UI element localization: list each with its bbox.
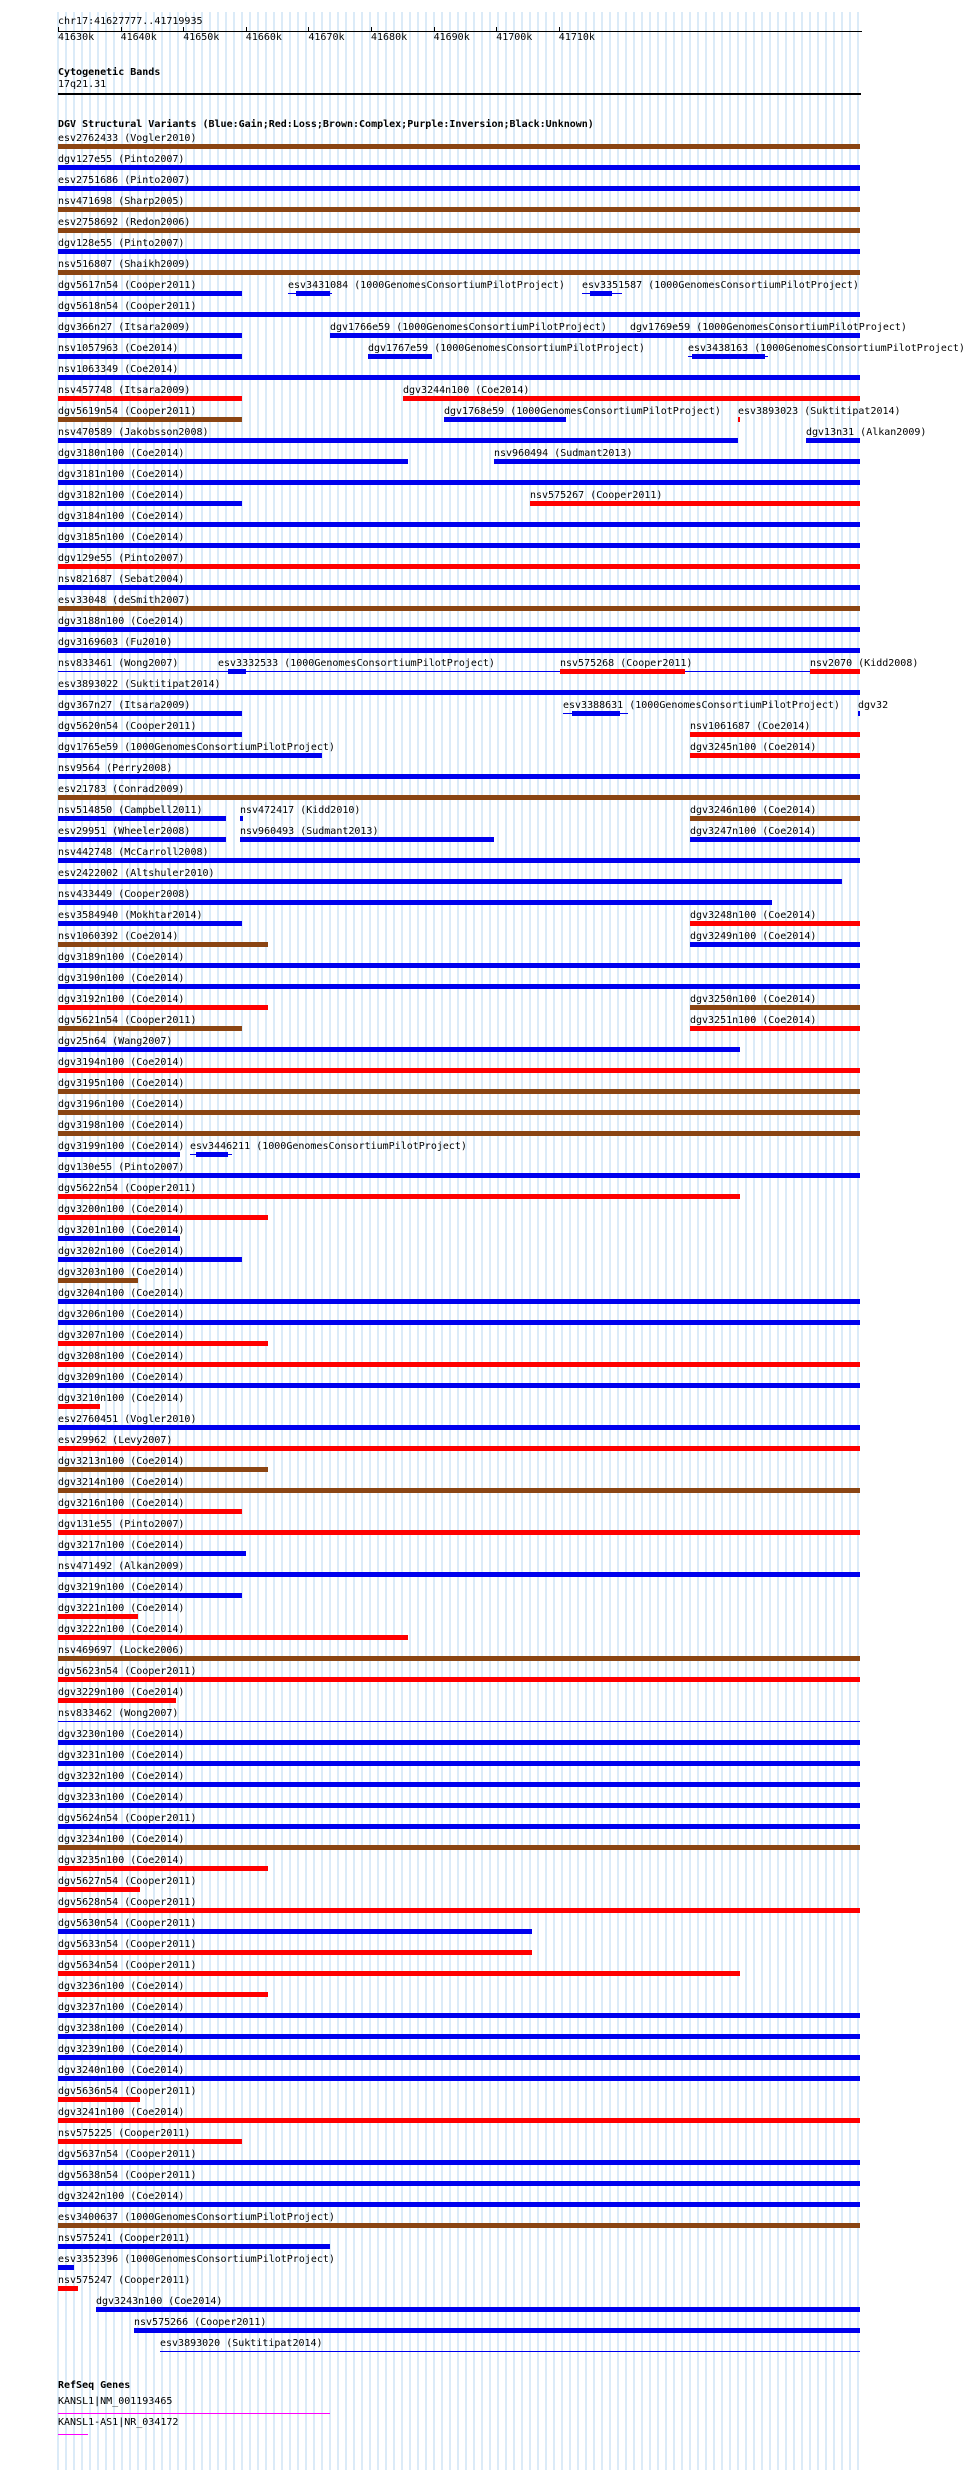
variant-bar[interactable] xyxy=(58,1593,242,1598)
variant-label: dgv3234n100 (Coe2014) xyxy=(58,1834,185,1845)
variant-bar[interactable] xyxy=(58,438,738,443)
variant-bar[interactable] xyxy=(58,1152,180,1157)
variant-label: dgv3248n100 (Coe2014) xyxy=(690,910,817,921)
variant-label: dgv5624n54 (Cooper2011) xyxy=(58,1813,197,1824)
variant-bar[interactable] xyxy=(58,879,842,884)
variant-bar[interactable] xyxy=(58,333,242,338)
variant-label: dgv3237n100 (Coe2014) xyxy=(58,2002,185,2013)
dgv-title: DGV Structural Variants (Blue:Gain;Red:Loss;Brown:Complex;Purple:Inversion;Black:Unknown) xyxy=(58,119,594,130)
variant-label: nsv833461 (Wong2007) xyxy=(58,658,179,669)
variant-bar[interactable] xyxy=(58,606,860,611)
variant-bar[interactable] xyxy=(58,1866,268,1871)
variant-label: dgv3235n100 (Coe2014) xyxy=(58,1855,185,1866)
variant-label: esv2422002 (Altshuler2010) xyxy=(58,868,215,879)
variant-label: dgv5623n54 (Cooper2011) xyxy=(58,1666,197,1677)
variant-bar[interactable] xyxy=(58,1698,176,1703)
variant-label: esv29962 (Levy2007) xyxy=(58,1435,173,1446)
variant-bar[interactable] xyxy=(58,1992,268,1997)
variant-bar[interactable] xyxy=(58,165,860,170)
variant-label: nsv457748 (Itsara2009) xyxy=(58,385,191,396)
variant-bar[interactable] xyxy=(58,1614,138,1619)
variant-label: nsv471492 (Alkan2009) xyxy=(58,1561,185,1572)
variant-label: dgv5628n54 (Cooper2011) xyxy=(58,1897,197,1908)
variant-label: dgv3200n100 (Coe2014) xyxy=(58,1204,185,1215)
variant-bar[interactable] xyxy=(58,2034,860,2039)
variant-label: nsv1060392 (Coe2014) xyxy=(58,931,179,942)
variant-label: nsv575241 (Cooper2011) xyxy=(58,2233,191,2244)
variant-bar[interactable] xyxy=(196,1152,228,1157)
variant-label: esv3332533 (1000GenomesConsortiumPilotProject) xyxy=(218,658,495,669)
variant-bar[interactable] xyxy=(58,795,860,800)
variant-label: dgv3241n100 (Coe2014) xyxy=(58,2107,185,2118)
variant-bar[interactable] xyxy=(58,312,860,317)
variant-label: nsv1057963 (Coe2014) xyxy=(58,343,179,354)
variant-bar[interactable] xyxy=(58,1761,860,1766)
variant-bar[interactable] xyxy=(590,291,612,296)
ruler-tick-label: 41640k xyxy=(120,32,157,43)
variant-bar[interactable] xyxy=(58,1131,860,1136)
variant-label: dgv5621n54 (Cooper2011) xyxy=(58,1015,197,1026)
variant-label: dgv3217n100 (Coe2014) xyxy=(58,1540,185,1551)
variant-label: dgv366n27 (Itsara2009) xyxy=(58,322,191,333)
variant-label: dgv3190n100 (Coe2014) xyxy=(58,973,185,984)
variant-label: dgv128e55 (Pinto2007) xyxy=(58,238,185,249)
variant-label: dgv3214n100 (Coe2014) xyxy=(58,1477,185,1488)
variant-label: dgv5637n54 (Cooper2011) xyxy=(58,2149,197,2160)
variant-label: dgv130e55 (Pinto2007) xyxy=(58,1162,185,1173)
variant-label: nsv833462 (Wong2007) xyxy=(58,1708,179,1719)
variant-label: dgv3231n100 (Coe2014) xyxy=(58,1750,185,1761)
variant-label: dgv3221n100 (Coe2014) xyxy=(58,1603,185,1614)
variant-label: esv2760451 (Vogler2010) xyxy=(58,1414,197,1425)
variant-label: esv3400637 (1000GenomesConsortiumPilotProject) xyxy=(58,2212,335,2223)
variant-label: dgv3233n100 (Coe2014) xyxy=(58,1792,185,1803)
variant-label: dgv3184n100 (Coe2014) xyxy=(58,511,185,522)
variant-bar[interactable] xyxy=(58,1110,860,1115)
variant-label: nsv821687 (Sebat2004) xyxy=(58,574,185,585)
variant-bar[interactable] xyxy=(690,816,860,821)
variant-label: dgv367n27 (Itsara2009) xyxy=(58,700,191,711)
variant-label: esv2751686 (Pinto2007) xyxy=(58,175,191,186)
variant-bar[interactable] xyxy=(58,417,242,422)
variant-bar[interactable] xyxy=(858,711,860,716)
variant-bar[interactable] xyxy=(444,417,566,422)
variant-label: dgv3243n100 (Coe2014) xyxy=(96,2296,223,2307)
variant-label: nsv469697 (Locke2006) xyxy=(58,1645,185,1656)
variant-label: dgv5627n54 (Cooper2011) xyxy=(58,1876,197,1887)
variant-bar[interactable] xyxy=(58,2097,140,2102)
variant-label: dgv3192n100 (Coe2014) xyxy=(58,994,185,1005)
variant-bar[interactable] xyxy=(58,1320,860,1325)
ruler-tick-label: 41650k xyxy=(183,32,220,43)
variant-label: esv3893023 (Suktitipat2014) xyxy=(738,406,901,417)
variant-label: dgv3203n100 (Coe2014) xyxy=(58,1267,185,1278)
variant-label: dgv5620n54 (Cooper2011) xyxy=(58,721,197,732)
variant-bar[interactable] xyxy=(58,249,860,254)
variant-label: dgv3222n100 (Coe2014) xyxy=(58,1624,185,1635)
variant-label: dgv3188n100 (Coe2014) xyxy=(58,616,185,627)
variant-bar[interactable] xyxy=(58,564,860,569)
variant-label: nsv575247 (Cooper2011) xyxy=(58,2275,191,2286)
variant-bar[interactable] xyxy=(58,375,860,380)
variant-bar[interactable] xyxy=(58,942,268,947)
variant-bar[interactable] xyxy=(58,228,860,233)
variant-label: dgv3189n100 (Coe2014) xyxy=(58,952,185,963)
variant-label: dgv3202n100 (Coe2014) xyxy=(58,1246,185,1257)
variant-bar[interactable] xyxy=(530,501,860,506)
variant-label: dgv131e55 (Pinto2007) xyxy=(58,1519,185,1530)
variant-label: nsv471698 (Sharp2005) xyxy=(58,196,185,207)
variant-bar[interactable] xyxy=(58,1047,740,1052)
variant-label: dgv3240n100 (Coe2014) xyxy=(58,2065,185,2076)
variant-bar[interactable] xyxy=(58,753,322,758)
variant-bar[interactable] xyxy=(58,1929,532,1934)
variant-label: dgv127e55 (Pinto2007) xyxy=(58,154,185,165)
variant-label: dgv3213n100 (Coe2014) xyxy=(58,1456,185,1467)
variant-bar[interactable] xyxy=(58,1635,408,1640)
variant-label: nsv1063349 (Coe2014) xyxy=(58,364,179,375)
variant-bar[interactable] xyxy=(58,1530,860,1535)
gene-line[interactable] xyxy=(58,2413,330,2414)
variant-bar[interactable] xyxy=(403,396,860,401)
cyto-band-bar xyxy=(58,93,861,95)
variant-bar[interactable] xyxy=(58,1089,860,1094)
variant-bar[interactable] xyxy=(58,921,242,926)
variant-bar[interactable] xyxy=(690,837,860,842)
variant-label: esv29951 (Wheeler2008) xyxy=(58,826,191,837)
variant-bar[interactable] xyxy=(58,1068,860,1073)
variant-bar[interactable] xyxy=(58,2223,860,2228)
variant-label: dgv3196n100 (Coe2014) xyxy=(58,1099,185,1110)
variant-label: esv2762433 (Vogler2010) xyxy=(58,133,197,144)
variant-bar[interactable] xyxy=(58,1236,180,1241)
ruler-tick-label: 41680k xyxy=(371,32,408,43)
variant-label: esv3388631 (1000GenomesConsortiumPilotProject) xyxy=(563,700,840,711)
variant-label: dgv32 xyxy=(858,700,889,711)
variant-bar[interactable] xyxy=(58,186,860,191)
variant-bar[interactable] xyxy=(58,1887,140,1892)
variant-bar[interactable] xyxy=(58,2181,860,2186)
variant-bar[interactable] xyxy=(58,1971,740,1976)
variant-label: dgv5636n54 (Cooper2011) xyxy=(58,2086,197,2097)
variant-label: esv3893020 (Suktitipat2014) xyxy=(160,2338,323,2349)
variant-label: dgv3210n100 (Coe2014) xyxy=(58,1393,185,1404)
variant-bar[interactable] xyxy=(58,984,860,989)
variant-label: dgv3245n100 (Coe2014) xyxy=(690,742,817,753)
variant-bar[interactable] xyxy=(738,417,740,422)
variant-bar[interactable] xyxy=(58,1803,860,1808)
variant-bar[interactable] xyxy=(58,522,860,527)
variant-bar[interactable] xyxy=(494,459,860,464)
variant-label: dgv129e55 (Pinto2007) xyxy=(58,553,185,564)
variant-bar[interactable] xyxy=(58,1467,268,1472)
variant-bar[interactable] xyxy=(296,291,330,296)
variant-bar[interactable] xyxy=(58,732,242,737)
variant-bar[interactable] xyxy=(58,1005,268,1010)
variant-label: dgv5633n54 (Cooper2011) xyxy=(58,1939,197,1950)
variant-bar[interactable] xyxy=(58,501,242,506)
variant-label: dgv3206n100 (Coe2014) xyxy=(58,1309,185,1320)
variant-label: dgv3207n100 (Coe2014) xyxy=(58,1330,185,1341)
variant-bar[interactable] xyxy=(58,2160,860,2165)
variant-label: esv3446211 (1000GenomesConsortiumPilotProject) xyxy=(190,1141,467,1152)
variant-bar[interactable] xyxy=(58,690,860,695)
variant-bar[interactable] xyxy=(58,1740,860,1745)
variant-bar[interactable] xyxy=(58,585,860,590)
variant-bar[interactable] xyxy=(58,627,860,632)
variant-bar[interactable] xyxy=(690,921,860,926)
variant-bar[interactable] xyxy=(368,354,432,359)
variant-label: dgv25n64 (Wang2007) xyxy=(58,1036,173,1047)
variant-bar[interactable] xyxy=(240,816,243,821)
variant-label: dgv3182n100 (Coe2014) xyxy=(58,490,185,501)
ruler-tick-label: 41690k xyxy=(433,32,470,43)
variant-label: dgv5634n54 (Cooper2011) xyxy=(58,1960,197,1971)
ruler-tick-label: 41660k xyxy=(245,32,282,43)
variant-bar[interactable] xyxy=(58,459,408,464)
ruler-tick-label: 41630k xyxy=(58,32,95,43)
variant-bar[interactable] xyxy=(572,711,620,716)
variant-bar[interactable] xyxy=(690,732,860,737)
variant-label: dgv3230n100 (Coe2014) xyxy=(58,1729,185,1740)
variant-label: dgv3195n100 (Coe2014) xyxy=(58,1078,185,1089)
ruler-tick-label: 41670k xyxy=(308,32,345,43)
variant-label: dgv3236n100 (Coe2014) xyxy=(58,1981,185,1992)
variant-label: dgv3198n100 (Coe2014) xyxy=(58,1120,185,1131)
variant-label: dgv3216n100 (Coe2014) xyxy=(58,1498,185,1509)
variant-label: dgv3250n100 (Coe2014) xyxy=(690,994,817,1005)
variant-label: nsv472417 (Kidd2010) xyxy=(240,805,361,816)
variant-bar[interactable] xyxy=(58,2244,330,2249)
variant-label: dgv1766e59 (1000GenomesConsortiumPilotProject) xyxy=(330,322,607,333)
variant-label: dgv1765e59 (1000GenomesConsortiumPilotProject) xyxy=(58,742,335,753)
variant-bar[interactable] xyxy=(58,2139,242,2144)
variant-label: nsv9564 (Perry2008) xyxy=(58,763,173,774)
variant-label: nsv960493 (Sudmant2013) xyxy=(240,826,379,837)
variant-label: dgv3232n100 (Coe2014) xyxy=(58,1771,185,1782)
variant-bar[interactable] xyxy=(58,1908,860,1913)
variant-bar[interactable] xyxy=(58,648,860,653)
variant-bar[interactable] xyxy=(134,2328,860,2333)
variant-bar[interactable] xyxy=(58,1656,860,1661)
variant-bar[interactable] xyxy=(58,1299,860,1304)
variant-label: nsv575266 (Cooper2011) xyxy=(134,2317,267,2328)
variant-bar[interactable] xyxy=(58,1509,242,1514)
variant-bar[interactable] xyxy=(58,144,860,149)
variant-bar[interactable] xyxy=(240,837,494,842)
variant-label: dgv3238n100 (Coe2014) xyxy=(58,2023,185,2034)
ruler-tick-label: 41710k xyxy=(558,32,595,43)
ruler-tick-label: 41700k xyxy=(496,32,533,43)
variant-bar[interactable] xyxy=(58,2055,860,2060)
variant-bar[interactable] xyxy=(690,942,860,947)
variant-bar[interactable] xyxy=(58,1782,860,1787)
variant-bar[interactable] xyxy=(58,354,242,359)
position-label: chr17:41627777..41719935 xyxy=(58,16,203,27)
variant-bar[interactable] xyxy=(58,858,860,863)
variant-bar[interactable] xyxy=(58,1488,860,1493)
variant-bar[interactable] xyxy=(58,2118,860,2123)
variant-label: esv33048 (deSmith2007) xyxy=(58,595,191,606)
variant-bar[interactable] xyxy=(690,1026,860,1031)
variant-bar[interactable] xyxy=(58,774,860,779)
variant-bar[interactable] xyxy=(58,207,860,212)
gene-label: KANSL1-AS1|NR_034172 xyxy=(58,2417,179,2428)
variant-label: dgv3181n100 (Coe2014) xyxy=(58,469,185,480)
variant-label: dgv5622n54 (Cooper2011) xyxy=(58,1183,197,1194)
variant-label: esv3893022 (Suktitipat2014) xyxy=(58,679,221,690)
variant-label: dgv3229n100 (Coe2014) xyxy=(58,1687,185,1698)
variant-bar[interactable] xyxy=(58,2286,78,2291)
variant-bar[interactable] xyxy=(58,270,860,275)
variant-label: dgv5638n54 (Cooper2011) xyxy=(58,2170,197,2181)
variant-bar[interactable] xyxy=(58,480,860,485)
variant-bar[interactable] xyxy=(96,2307,860,2312)
variant-bar[interactable] xyxy=(58,396,242,401)
variant-label: dgv5617n54 (Cooper2011) xyxy=(58,280,197,291)
variant-label: nsv516807 (Shaikh2009) xyxy=(58,259,191,270)
variant-bar[interactable] xyxy=(58,1425,860,1430)
variant-label: nsv960494 (Sudmant2013) xyxy=(494,448,633,459)
variant-bar[interactable] xyxy=(58,963,860,968)
variant-bar[interactable] xyxy=(810,669,860,674)
variant-label: nsv442748 (McCarroll2008) xyxy=(58,847,209,858)
variant-bar[interactable] xyxy=(58,1677,860,1682)
variant-bar[interactable] xyxy=(58,1257,242,1262)
variant-label: esv2758692 (Redon2006) xyxy=(58,217,191,228)
variant-bar[interactable] xyxy=(560,669,685,674)
variant-label: dgv1767e59 (1000GenomesConsortiumPilotProject) xyxy=(368,343,645,354)
variant-label: dgv3204n100 (Coe2014) xyxy=(58,1288,185,1299)
variant-bar[interactable] xyxy=(58,2265,74,2270)
variant-bar[interactable] xyxy=(58,1341,268,1346)
variant-bar[interactable] xyxy=(58,1278,138,1283)
variant-label: dgv3249n100 (Coe2014) xyxy=(690,931,817,942)
variant-label: dgv3201n100 (Coe2014) xyxy=(58,1225,185,1236)
variant-span-line[interactable] xyxy=(58,1721,860,1722)
variant-label: dgv5618n54 (Cooper2011) xyxy=(58,301,197,312)
variant-label: dgv3244n100 (Coe2014) xyxy=(403,385,530,396)
variant-label: dgv3209n100 (Coe2014) xyxy=(58,1372,185,1383)
refseq-title: RefSeq Genes xyxy=(58,2380,131,2391)
variant-bar[interactable] xyxy=(58,1026,242,1031)
variant-label: dgv3239n100 (Coe2014) xyxy=(58,2044,185,2055)
variant-label: dgv3242n100 (Coe2014) xyxy=(58,2191,185,2202)
cyto-title: Cytogenetic Bands xyxy=(58,67,161,78)
variant-bar[interactable] xyxy=(692,354,765,359)
variant-label: dgv3180n100 (Coe2014) xyxy=(58,448,185,459)
variant-bar[interactable] xyxy=(690,1005,860,1010)
variant-label: dgv5630n54 (Cooper2011) xyxy=(58,1918,197,1929)
variant-label: dgv3208n100 (Coe2014) xyxy=(58,1351,185,1362)
variant-bar[interactable] xyxy=(58,816,226,821)
variant-label: dgv3246n100 (Coe2014) xyxy=(690,805,817,816)
variant-bar[interactable] xyxy=(58,2013,860,2018)
variant-bar[interactable] xyxy=(58,1362,860,1367)
variant-label: esv3351587 (1000GenomesConsortiumPilotProject) xyxy=(582,280,859,291)
variant-label: esv21783 (Conrad2009) xyxy=(58,784,185,795)
variant-bar[interactable] xyxy=(58,1845,860,1850)
variant-label: dgv1768e59 (1000GenomesConsortiumPilotProject) xyxy=(444,406,721,417)
gene-line[interactable] xyxy=(58,2434,88,2435)
variant-label: dgv3247n100 (Coe2014) xyxy=(690,826,817,837)
gene-label: KANSL1|NM_001193465 xyxy=(58,2396,173,2407)
variant-bar[interactable] xyxy=(58,1404,100,1409)
variant-label: esv3352396 (1000GenomesConsortiumPilotProject) xyxy=(58,2254,335,2265)
variant-bar[interactable] xyxy=(58,2076,860,2081)
variant-label: dgv13n31 (Alkan2009) xyxy=(806,427,927,438)
variant-label: nsv2070 (Kidd2008) xyxy=(810,658,919,669)
variant-label: nsv433449 (Cooper2008) xyxy=(58,889,191,900)
variant-label: nsv575267 (Cooper2011) xyxy=(530,490,663,501)
variant-label: nsv575268 (Cooper2011) xyxy=(560,658,693,669)
cyto-band: 17q21.31 xyxy=(58,79,107,90)
variant-label: esv3584940 (Mokhtar2014) xyxy=(58,910,203,921)
variant-bar[interactable] xyxy=(58,711,242,716)
variant-bar[interactable] xyxy=(58,1215,268,1220)
variant-bar[interactable] xyxy=(58,1194,740,1199)
variant-bar[interactable] xyxy=(58,1824,860,1829)
variant-label: nsv1061687 (Coe2014) xyxy=(690,721,811,732)
variant-bar[interactable] xyxy=(58,837,226,842)
variant-bar[interactable] xyxy=(58,1446,860,1451)
variant-label: dgv3169603 (Fu2010) xyxy=(58,637,173,648)
variant-bar[interactable] xyxy=(58,1173,860,1178)
variant-label: dgv3185n100 (Coe2014) xyxy=(58,532,185,543)
variant-span-line[interactable] xyxy=(160,2351,860,2352)
variant-bar[interactable] xyxy=(58,1572,860,1577)
variant-bar[interactable] xyxy=(58,1551,246,1556)
variant-label: dgv3194n100 (Coe2014) xyxy=(58,1057,185,1068)
variant-bar[interactable] xyxy=(58,2202,860,2207)
variant-label: dgv3199n100 (Coe2014) xyxy=(58,1141,185,1152)
variant-bar[interactable] xyxy=(228,669,246,674)
variant-bar[interactable] xyxy=(630,333,860,338)
variant-label: nsv575225 (Cooper2011) xyxy=(58,2128,191,2139)
variant-bar[interactable] xyxy=(58,900,772,905)
variant-label: dgv1769e59 (1000GenomesConsortiumPilotProject) xyxy=(630,322,907,333)
variant-label: dgv3219n100 (Coe2014) xyxy=(58,1582,185,1593)
variant-bar[interactable] xyxy=(58,291,242,296)
variant-label: esv3438163 (1000GenomesConsortiumPilotProject) xyxy=(688,343,965,354)
variant-bar[interactable] xyxy=(806,438,860,443)
variant-bar[interactable] xyxy=(58,543,860,548)
variant-bar[interactable] xyxy=(58,1950,532,1955)
variant-label: dgv5619n54 (Cooper2011) xyxy=(58,406,197,417)
variant-bar[interactable] xyxy=(690,753,860,758)
variant-label: nsv514850 (Campbell2011) xyxy=(58,805,203,816)
variant-label: nsv470589 (Jakobsson2008) xyxy=(58,427,209,438)
variant-label: esv3431084 (1000GenomesConsortiumPilotProject) xyxy=(288,280,565,291)
variant-label: dgv3251n100 (Coe2014) xyxy=(690,1015,817,1026)
variant-bar[interactable] xyxy=(58,1383,860,1388)
variant-span-line[interactable] xyxy=(58,671,860,672)
